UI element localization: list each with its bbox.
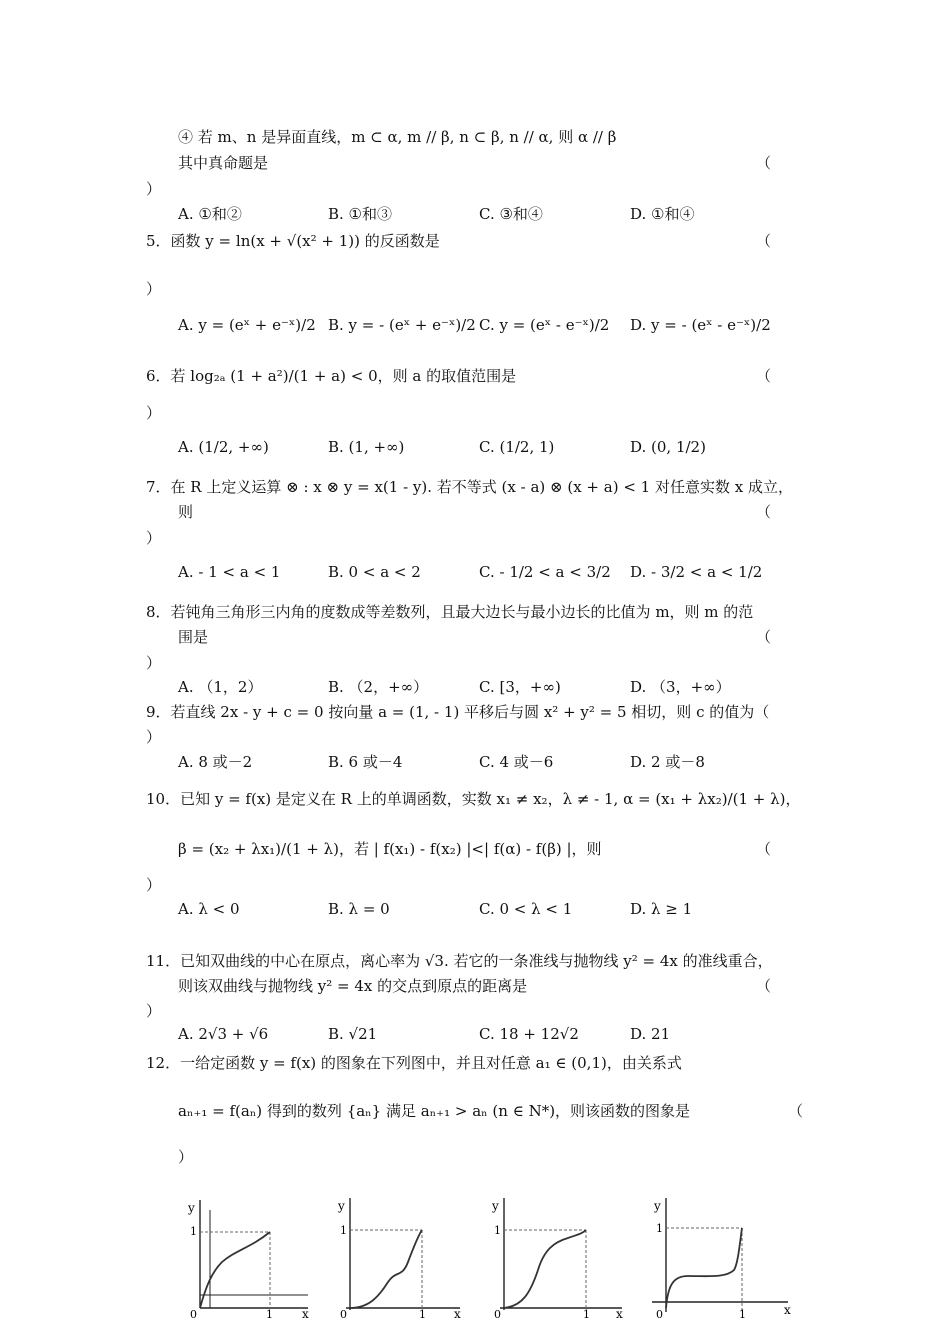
x-label: x	[784, 1303, 791, 1317]
q10-option-d[interactable]: D. λ ≥ 1	[630, 900, 693, 918]
graph-option-b[interactable]	[332, 1190, 472, 1320]
one-label-y: 1	[190, 1225, 197, 1238]
q4-option-a[interactable]: A. ①和②	[178, 205, 242, 223]
q11-option-b[interactable]: B. √21	[328, 1025, 378, 1043]
q5-option-b[interactable]: B. y = - (eˣ + e⁻ˣ)/2	[328, 316, 476, 334]
q4-option-b[interactable]: B. ①和③	[328, 205, 393, 223]
q4-stem: 其中真命题是	[178, 154, 269, 172]
one-label-x: 1	[266, 1308, 273, 1321]
y-label: y	[188, 1201, 195, 1215]
origin-label: 0	[656, 1308, 663, 1321]
curve-b	[350, 1230, 422, 1308]
q12-answer-close: ）	[178, 1148, 194, 1166]
q10-answer-close: ）	[146, 876, 162, 894]
x-label: x	[302, 1307, 309, 1321]
q7-option-d[interactable]: D. - 3/2 < a < 1/2	[630, 563, 763, 581]
graph-option-d[interactable]	[648, 1190, 798, 1320]
q9-answer-close: ）	[146, 728, 162, 746]
q7-answer-close: ）	[146, 529, 162, 547]
curve-c	[504, 1230, 586, 1308]
q8-stem-line2: 围是	[178, 628, 209, 646]
y-label: y	[654, 1199, 661, 1213]
q5-option-d[interactable]: D. y = - (eˣ - e⁻ˣ)/2	[630, 316, 771, 334]
q10-answer-open[interactable]: （	[756, 840, 772, 858]
q7-stem-line1: 7．在 R 上定义运算 ⊗ : x ⊗ y = x(1 - y). 若不等式 (x - a) ⊗ (x + a) < 1 对任意实数 x 成立，	[146, 478, 793, 496]
q7-option-b[interactable]: B. 0 < a < 2	[328, 563, 421, 581]
q7-option-a[interactable]: A. - 1 < a < 1	[178, 563, 281, 581]
q7-option-c[interactable]: C. - 1/2 < a < 3/2	[479, 563, 611, 581]
q5-stem: 5．函数 y = ln(x + √(x² + 1)) 的反函数是	[146, 232, 440, 250]
q11-stem-line1: 11．已知双曲线的中心在原点，离心率为 √3. 若它的一条准线与抛物线 y² = 4x 的准线重合，	[146, 952, 773, 970]
graph-option-c[interactable]	[486, 1190, 631, 1320]
q4-answer-close: ）	[146, 180, 162, 198]
q9-stem: 9．若直线 2x - y + c = 0 按向量 a = (1, - 1) 平移后与圆 x² + y² = 5 相切，则 c 的值为（	[146, 703, 770, 721]
q5-answer-close: ）	[146, 280, 162, 298]
q8-option-b[interactable]: B. （2，+∞）	[328, 678, 429, 696]
q10-option-c[interactable]: C. 0 < λ < 1	[479, 900, 573, 918]
q6-option-c[interactable]: C. (1/2, 1)	[479, 438, 555, 456]
q10-option-a[interactable]: A. λ < 0	[178, 900, 240, 918]
q6-answer-open[interactable]: （	[756, 367, 772, 385]
origin-label: 0	[340, 1308, 347, 1321]
q6-option-a[interactable]: A. (1/2, +∞)	[178, 438, 269, 456]
q8-option-c[interactable]: C. [3，+∞)	[479, 678, 561, 696]
q6-stem: 6．若 log₂ₐ (1 + a²)/(1 + a) < 0，则 a 的取值范围是	[146, 367, 517, 385]
q9-option-a[interactable]: A. 8 或－2	[178, 753, 253, 771]
q11-option-a[interactable]: A. 2√3 + √6	[178, 1025, 269, 1043]
q4-option-d[interactable]: D. ①和④	[630, 205, 695, 223]
one-label-x: 1	[419, 1308, 426, 1321]
one-label-y: 1	[340, 1224, 347, 1237]
origin-label: 0	[494, 1308, 501, 1321]
one-label-x: 1	[739, 1308, 746, 1321]
q5-option-c[interactable]: C. y = (eˣ - e⁻ˣ)/2	[479, 316, 610, 334]
graph-b-svg	[332, 1190, 472, 1320]
x-label: x	[454, 1307, 461, 1321]
q5-answer-open[interactable]: （	[756, 232, 772, 250]
q8-answer-close: ）	[146, 654, 162, 672]
q6-answer-close: ）	[146, 404, 162, 422]
q7-stem-line2: 则	[178, 503, 194, 521]
q11-option-c[interactable]: C. 18 + 12√2	[479, 1025, 579, 1043]
q9-option-c[interactable]: C. 4 或－6	[479, 753, 554, 771]
q5-option-a[interactable]: A. y = (eˣ + e⁻ˣ)/2	[178, 316, 316, 334]
one-label-y: 1	[494, 1224, 501, 1237]
q8-answer-open[interactable]: （	[756, 628, 772, 646]
graph-d-svg	[648, 1190, 798, 1320]
graph-a-svg	[178, 1190, 318, 1320]
q8-option-a[interactable]: A. （1，2）	[178, 678, 263, 696]
curve-d	[666, 1228, 742, 1308]
q4-option-c[interactable]: C. ③和④	[479, 205, 543, 223]
q12-stem-line1: 12．一给定函数 y = f(x) 的图象在下列图中，并且对任意 a₁ ∈ (0,1)，由关系式	[146, 1054, 682, 1072]
y-label: y	[492, 1199, 499, 1213]
q12-answer-open[interactable]: （	[788, 1102, 804, 1120]
q6-option-b[interactable]: B. (1, +∞)	[328, 438, 405, 456]
q10-stem-line1: 10．已知 y = f(x) 是定义在 R 上的单调函数，实数 x₁ ≠ x₂，λ ≠ - 1, α = (x₁ + λx₂)/(1 + λ)，	[146, 790, 801, 808]
graph-c-svg	[486, 1190, 631, 1320]
origin-label: 0	[190, 1308, 197, 1321]
q10-stem-line2: β = (x₂ + λx₁)/(1 + λ)，若 | f(x₁) - f(x₂) |<| f(α) - f(β) |，则	[178, 840, 602, 858]
one-label-x: 1	[583, 1308, 590, 1321]
q4-statement: ④ 若 m、n 是异面直线，m ⊂ α, m // β, n ⊂ β, n // α, 则 α // β	[178, 128, 617, 146]
q11-answer-close: ）	[146, 1002, 162, 1020]
q4-answer-open[interactable]: （	[756, 154, 772, 172]
q9-option-b[interactable]: B. 6 或－4	[328, 753, 403, 771]
q10-option-b[interactable]: B. λ = 0	[328, 900, 390, 918]
q6-option-d[interactable]: D. (0, 1/2)	[630, 438, 706, 456]
q11-stem-line2: 则该双曲线与抛物线 y² = 4x 的交点到原点的距离是	[178, 977, 528, 995]
one-label-y: 1	[656, 1222, 663, 1235]
q11-answer-open[interactable]: （	[756, 977, 772, 995]
x-label: x	[616, 1307, 623, 1321]
q9-option-d[interactable]: D. 2 或－8	[630, 753, 705, 771]
q8-stem-line1: 8．若钝角三角形三内角的度数成等差数列，且最大边长与最小边长的比值为 m，则 m 的范	[146, 603, 754, 621]
graph-option-a[interactable]	[178, 1190, 318, 1320]
y-label: y	[338, 1199, 345, 1213]
q7-answer-open[interactable]: （	[756, 503, 772, 521]
q12-stem-line2: aₙ₊₁ = f(aₙ) 得到的数列 {aₙ} 满足 aₙ₊₁ > aₙ (n ∈ N*)，则该函数的图象是	[178, 1102, 691, 1120]
q11-option-d[interactable]: D. 21	[630, 1025, 671, 1043]
q8-option-d[interactable]: D. （3，+∞）	[630, 678, 731, 696]
